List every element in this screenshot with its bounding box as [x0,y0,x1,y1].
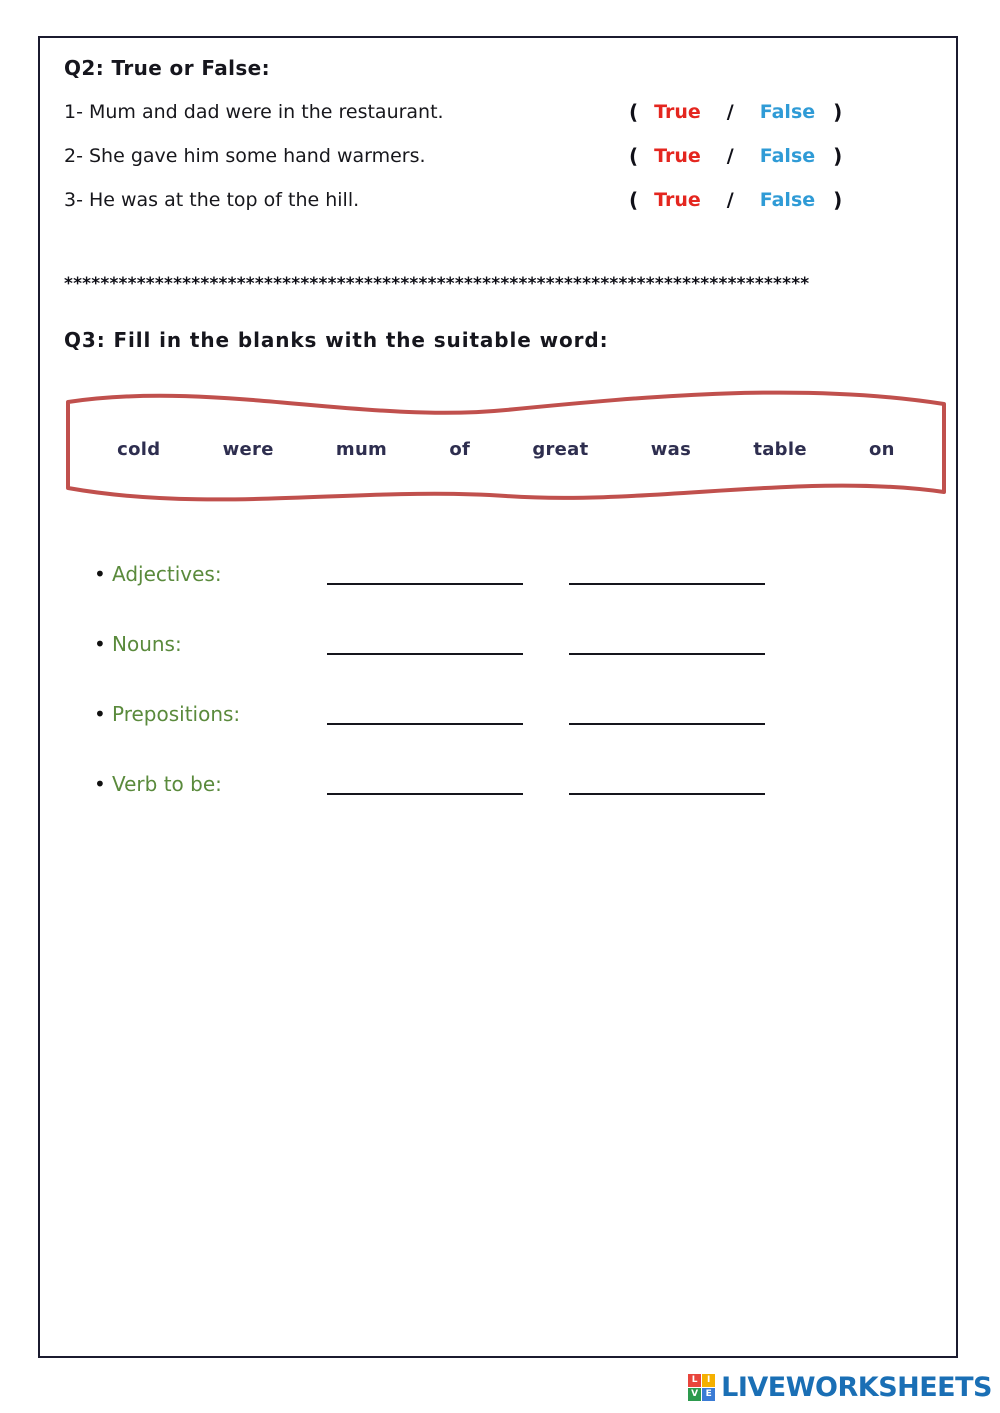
open-paren: ( [629,144,639,168]
bullet-icon: • [94,772,106,796]
category-row-adjectives [94,562,938,586]
logo-letter-v: V [688,1388,701,1401]
q2-item-2 [64,144,938,168]
bullet-icon: • [94,562,106,586]
word-bank-words [64,388,948,510]
word-bank-item: great [532,438,589,460]
q2-item-3-false-option[interactable]: False [759,189,816,211]
slash-separator: / [726,189,734,211]
section-divider: ********************************************************************************** [64,274,810,294]
category-label-prepositions: Prepositions: [112,702,241,726]
worksheet-content [64,56,938,842]
slash-separator: / [726,145,734,167]
answer-blank-nouns-2[interactable] [569,633,765,655]
answer-blank-verb-to-be-2[interactable] [569,773,765,795]
answer-blank-prepositions-1[interactable] [327,703,523,725]
word-bank-item: was [650,438,692,460]
q2-item-2-true-option[interactable]: True [654,145,701,167]
logo-letter-i: I [702,1374,715,1387]
category-label-adjectives: Adjectives: [112,562,222,586]
q2-item-1-text: 1- Mum and dad were in the restaurant. [64,101,444,123]
liveworksheets-footer[interactable] [688,1372,992,1403]
q2-item-1 [64,100,938,124]
word-bank-item: cold [117,438,161,460]
category-label-verb-to-be: Verb to be: [112,772,222,796]
close-paren: ) [833,144,843,168]
answer-blank-nouns-1[interactable] [327,633,523,655]
category-list [64,562,938,796]
word-bank-item: table [753,438,807,460]
q2-item-2-false-option[interactable]: False [759,145,816,167]
category-row-verb-to-be [94,772,938,796]
word-bank [64,388,948,510]
category-row-nouns [94,632,938,656]
logo-letter-l: L [688,1374,701,1387]
answer-blank-verb-to-be-1[interactable] [327,773,523,795]
word-bank-item: of [449,438,471,460]
q3-title: Q3: Fill in the blanks with the suitable word: [64,328,609,352]
answer-blank-adjectives-2[interactable] [569,563,765,585]
liveworksheets-brand: LIVEWORKSHEETS [721,1372,992,1403]
bullet-icon: • [94,632,106,656]
bullet-icon: • [94,702,106,726]
close-paren: ) [833,188,843,212]
q2-item-3-choices [629,188,842,212]
q2-item-3-text: 3- He was at the top of the hill. [64,189,360,211]
open-paren: ( [629,188,639,212]
q2-item-1-true-option[interactable]: True [654,101,701,123]
slash-separator: / [726,101,734,123]
q2-item-2-text: 2- She gave him some hand warmers. [64,145,426,167]
q2-item-3-true-option[interactable]: True [654,189,701,211]
q2-item-1-false-option[interactable]: False [759,101,816,123]
q2-item-2-choices [629,144,842,168]
q2-item-1-choices [629,100,842,124]
word-bank-item: on [869,438,895,460]
liveworksheets-logo-icon [688,1374,715,1401]
answer-blank-prepositions-2[interactable] [569,703,765,725]
logo-letter-e: E [702,1388,715,1401]
q2-title: Q2: True or False: [64,56,271,80]
worksheet-page [38,36,958,1358]
category-label-nouns: Nouns: [112,632,182,656]
category-row-prepositions [94,702,938,726]
word-bank-item: were [222,438,274,460]
word-bank-item: mum [335,438,388,460]
close-paren: ) [833,100,843,124]
answer-blank-adjectives-1[interactable] [327,563,523,585]
open-paren: ( [629,100,639,124]
q2-item-3 [64,188,938,212]
